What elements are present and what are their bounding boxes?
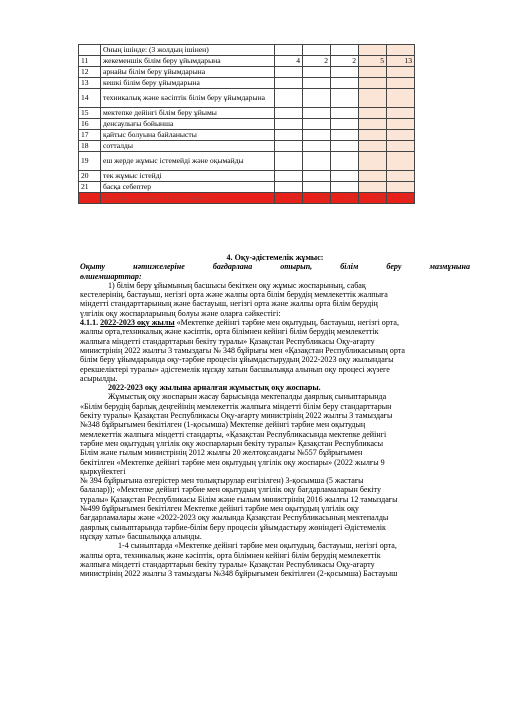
table-row: [79, 89, 415, 108]
value-cell: [359, 67, 387, 78]
row-name-cell: тек жұмыс істейді: [101, 171, 275, 182]
value-cell: [275, 78, 303, 89]
value-cell: [275, 67, 303, 78]
paragraph-line: 1-4 сыныптарда «Мектепке дейінгі тәрбие мен оқытудың, бастауыш, негізгі орта,: [118, 541, 397, 551]
clause-text: «Мектепке дейінгі тәрбие мен оқытудың, бастауыш, негізгі орта,: [174, 318, 399, 328]
value-cell: 2: [331, 56, 359, 67]
paragraph-line: қыркүйектегі: [80, 466, 126, 476]
paragraph-line: асырылды.: [80, 373, 118, 383]
row-number-cell: 14: [79, 89, 101, 108]
plan-heading: 2022-2023 оқу жылына арналған жұмыстық оқу жоспары.: [108, 383, 321, 393]
section-4: [80, 253, 470, 578]
table-row: [79, 56, 415, 67]
row-name-cell: басқа себептер: [101, 182, 275, 193]
value-cell: [275, 171, 303, 182]
row-name-cell: еш жерде жұмыс істемейді және оқымайды: [101, 152, 275, 171]
value-cell: [303, 130, 331, 141]
row-number-cell: 19: [79, 152, 101, 171]
value-cell: [275, 89, 303, 108]
value-cell: [359, 78, 387, 89]
paragraph-line: жалпы орта, техникалық және кәсіптік, орта білімнен кейінгі білім берудің мемлекеттік: [80, 550, 381, 560]
row-name-cell: арнайы білім беру ұйымдарына: [101, 67, 275, 78]
value-cell: [387, 108, 415, 119]
paragraph-line: министрінің 2022 жылғы 3 тамыздағы № 348 бұйрығы мен «Қазақстан Республикасының орта: [80, 345, 405, 355]
value-cell: 594: [359, 193, 387, 204]
paragraph-line: үлгілік оқу жоспарларының болуы және оларға сәйкестігі:: [80, 308, 281, 318]
value-cell: [303, 141, 331, 152]
row-name-cell: техникалық және кәсіптік білім беру ұйымдарына: [101, 89, 275, 108]
value-cell: [359, 89, 387, 108]
value-cell: [303, 78, 331, 89]
row-number-cell: 17: [79, 130, 101, 141]
paragraph-line: жалпы орта,техникалық және кәсіптік, орта білімнен кейінгі білім берудің мемлекеттік: [80, 327, 379, 337]
table-row: [79, 171, 415, 182]
value-cell: [387, 130, 415, 141]
paragraph-line: тәрбие мен оқытудың үлгілік оқу жоспарларын бекіту туралы» Қазақстан Республикасы: [80, 438, 384, 448]
value-cell: [359, 152, 387, 171]
value-cell: [387, 152, 415, 171]
row-number-cell: 16: [79, 119, 101, 130]
value-cell: [359, 141, 387, 152]
value-cell: [303, 67, 331, 78]
row-name-cell: Оның ішінде: (3 жолдың ішінен): [101, 45, 275, 56]
statistics-table: [78, 44, 415, 204]
value-cell: [387, 119, 415, 130]
table-row: [79, 108, 415, 119]
clause-line: [80, 318, 470, 327]
value-cell: [331, 119, 359, 130]
value-cell: [303, 171, 331, 182]
value-cell: 599: [275, 193, 303, 204]
paragraph-line: балалар)); «Мектепке дейінгі тәрбие мен оқытудың үлгілік оқу бағдарламаларын бекіту: [80, 485, 381, 495]
value-cell: [359, 182, 387, 193]
value-cell: [303, 182, 331, 193]
value-cell: [387, 141, 415, 152]
paragraph-line: № 394 бұйрығына өзгерістер мен толықтырулар енгізілген) 3-қосымша (5 жастағы: [80, 476, 364, 486]
value-cell: [331, 67, 359, 78]
value-cell: [303, 108, 331, 119]
value-cell: 5: [359, 56, 387, 67]
value-cell: [331, 130, 359, 141]
value-cell: [331, 152, 359, 171]
row-number-cell: 20: [79, 171, 101, 182]
clause-number: 4.1.1.: [80, 318, 99, 328]
value-cell: 594: [387, 193, 415, 204]
value-cell: 588: [303, 193, 331, 204]
paragraph-line: мемлекеттік жалпыға міндетті стандарты, «Қазақстан Республикасында мектепке дейінгі: [80, 429, 387, 439]
value-cell: [331, 89, 359, 108]
value-cell: 588: [331, 193, 359, 204]
value-cell: [275, 152, 303, 171]
value-cell: [331, 182, 359, 193]
paragraph-line: бағдарламалары және «2022-2023 оқу жылында Қазақстан Республикасының мектепалды: [80, 513, 389, 523]
table-row: [79, 182, 415, 193]
value-cell: 2: [303, 56, 331, 67]
paragraph-line: кестелерінің, бастауыш, негізгі орта және жалпы орта білім берудің мемлекеттік жалпыға: [80, 290, 388, 300]
table-row: [79, 67, 415, 78]
row-name-cell: Барлық оқушылар (1+2-9 жолдар): [101, 193, 275, 204]
value-cell: [387, 171, 415, 182]
table-row: [79, 141, 415, 152]
value-cell: [331, 108, 359, 119]
paragraph-line: Жұмыстық оқу жоспарын жасау барысында мектепалды даярлық сыныптарында: [108, 392, 387, 402]
value-cell: 13: [387, 56, 415, 67]
value-cell: [387, 182, 415, 193]
paragraph-line: Білім және ғылым министрінің 2012 жылғы 20 желтоқсандағы №557 бұйрығымен: [80, 448, 363, 458]
section-subheading: Оқыту нәтижелеріне бағдарлана отырып, білім беру мазмұнына: [80, 262, 470, 272]
paragraph-line: нұсқау хаты» басшылыққа алынды.: [80, 531, 202, 541]
paragraph-line: жалпыға міндетті стандарттарын бекіту туралы» Қазақстан Республикасы Оқу-ағарту: [80, 559, 375, 569]
value-cell: [331, 171, 359, 182]
paragraph-line: №348 бұйрығымен бекітілген (1-қосымша) Мектепке дейінгі тәрбие мен оқытудың: [80, 420, 366, 430]
row-name-cell: денсаулығы бойынша: [101, 119, 275, 130]
value-cell: [275, 182, 303, 193]
value-cell: [275, 130, 303, 141]
clause-year: 2022-2023 оқу жылы: [100, 318, 175, 328]
value-cell: [303, 119, 331, 130]
paragraph-line: міндетті стандарттарының және бастауыш, негізгі орта және жалпы орта білім берудің: [80, 299, 378, 309]
paragraph-line: 1) білім беру ұйымының басшысы бекіткен оқу жұмыс жоспарының, сабақ: [108, 280, 366, 290]
paragraph-line: даярлық сыныптарында тәрбие-білім беру процесін ұйымдастыру жөніндегі Әдістемелік: [80, 522, 386, 532]
value-cell: [387, 89, 415, 108]
table-row: [79, 45, 415, 56]
paragraph-line: туралы» Қазақстан Республикасы Білім және ғылым министрінің 2016 жылғы 12 тамыздағы: [80, 494, 398, 504]
row-name-cell: жекеменшік білім беру ұйымдарына: [101, 56, 275, 67]
value-cell: [331, 78, 359, 89]
paragraph-line: ерекшеліктері туралы» әдістемелік нұсқау хатын басшылыққа алынып оқу процесі жүзеге: [80, 364, 390, 374]
value-cell: [359, 171, 387, 182]
row-name-cell: мектепке дейінгі білім беру ұйымы: [101, 108, 275, 119]
paragraph-line: бекітілген «Мектепке дейінгі тәрбие мен оқытудың үлгілік оқу жоспары» (2022 жылғы 9: [80, 457, 385, 467]
table-row: [79, 119, 415, 130]
value-cell: [303, 152, 331, 171]
value-cell: [303, 89, 331, 108]
value-cell: [387, 78, 415, 89]
row-number-cell: 11: [79, 56, 101, 67]
row-name-cell: кешкі білім беру ұйымдарына: [101, 78, 275, 89]
row-number-cell: [79, 45, 101, 56]
paragraph-line: жалпыға міндетті стандарттарын бекіту туралы» Қазақстан Республикасы Оқу-ағарту: [80, 336, 375, 346]
row-number-cell: 12: [79, 67, 101, 78]
value-cell: [387, 67, 415, 78]
row-number-cell: 15: [79, 108, 101, 119]
row-name-cell: қайтыс болуына байланысты: [101, 130, 275, 141]
value-cell: 4: [275, 56, 303, 67]
paragraph-line: бекіту туралы» Қазақстан Республикасы Оқу-ағарту министрінің 2022 жылғы 3 тамыздағы: [80, 411, 393, 421]
paragraph-line: «Білім берудің барлық деңгейінің мемлекеттік жалпыға міндетті білім беру стандарттарын: [80, 401, 392, 411]
table-row: [79, 130, 415, 141]
paragraph-line: білім беру ұйымдарында оқу-тәрбие процесін ұйымдастырудың 2022-2023 оқу жылындағы: [80, 355, 394, 365]
section-heading: 4. Оқу-әдістемелік жұмыс:: [226, 253, 324, 262]
value-cell: [359, 119, 387, 130]
value-cell: [275, 119, 303, 130]
table-row: [79, 152, 415, 171]
row-number-cell: 21: [79, 182, 101, 193]
row-number-cell: 22: [79, 193, 101, 204]
value-cell: [275, 108, 303, 119]
value-cell: [331, 141, 359, 152]
table-row: [79, 78, 415, 89]
row-number-cell: 13: [79, 78, 101, 89]
row-number-cell: 18: [79, 141, 101, 152]
row-name-cell: сотталды: [101, 141, 275, 152]
value-cell: [359, 108, 387, 119]
value-cell: [275, 141, 303, 152]
table-total-row: [79, 193, 415, 204]
paragraph-line: министрінің 2022 жылғы 3 тамыздағы №348 бұйрығымен бекітілген (2-қосымша) Бастауыш: [80, 569, 398, 579]
paragraph-line: №499 бұйрығымен бекітілген Мектепке дейінгі тәрбие мен оқытудың үлгілік оқу: [80, 504, 359, 514]
section-subheading-cont: өлшемшарттар:: [80, 271, 142, 281]
value-cell: [359, 130, 387, 141]
